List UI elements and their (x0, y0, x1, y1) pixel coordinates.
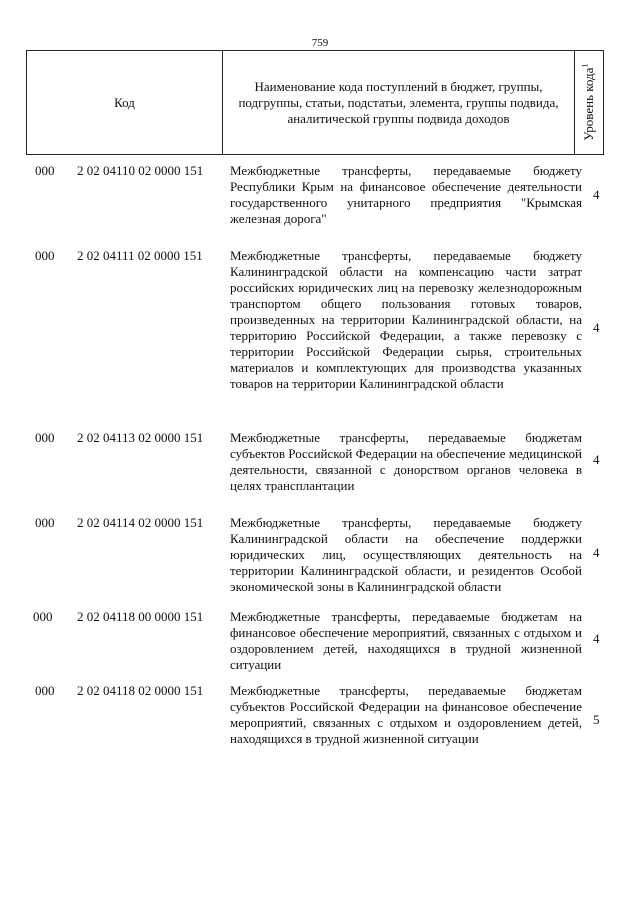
header-level-label: Уровень кода (581, 67, 597, 142)
row-type: 000 (35, 163, 55, 178)
header-code-label: Код (114, 94, 135, 110)
row-level: 4 (593, 187, 600, 202)
row-name: Межбюджетные трансферты, передаваемые бюджету Калининградской области на обеспечение поддержки юридических лиц, осуществляющих деятельность на территории Калининградской области, и резидентов Особой экономической зоны в Калининградской области (230, 515, 582, 594)
row-type: 000 (35, 248, 55, 263)
row-code: 2 02 04118 02 0000 151 (77, 683, 204, 698)
row-level: 4 (593, 631, 600, 646)
table-header (26, 50, 604, 155)
header-name (223, 51, 575, 154)
row-level: 4 (593, 452, 600, 467)
row-code: 2 02 04113 02 0000 151 (77, 430, 204, 445)
row-name: Межбюджетные трансферты, передаваемые бюджетам субъектов Российской Федерации на финансовое обеспечение мероприятий, связанных с отдыхом и оздоровлением детей, находящихся в трудной жизненной ситуации (230, 683, 582, 746)
row-type: 000 (35, 430, 55, 445)
row-type: 000 (35, 515, 55, 530)
header-code (27, 51, 223, 154)
row-code: 2 02 04111 02 0000 151 (77, 248, 203, 263)
row-name: Межбюджетные трансферты, передаваемые бюджетам субъектов Российской Федерации на обеспечение медицинской деятельности, связанной с донорством органов человека в целях трансплантации (230, 430, 582, 493)
row-name: Межбюджетные трансферты, передаваемые бюджету Республики Крым на финансовое обеспечение деятельности государственного унитарного предприятия "Крымская железная дорога" (230, 163, 582, 226)
row-level: 4 (593, 320, 600, 335)
row-level: 5 (593, 712, 600, 727)
row-code: 2 02 04118 00 0000 151 (77, 609, 204, 624)
header-level (575, 51, 603, 154)
row-code: 2 02 04110 02 0000 151 (77, 163, 204, 178)
header-name-label: Наименование кода поступлений в бюджет, группы, подгруппы, статьи, подстатьи, элемента, группы подвида, аналитической группы подвида доходов (238, 78, 559, 126)
row-name: Межбюджетные трансферты, передаваемые бюджету Калининградской области на компенсацию части затрат российских юридических лиц на перевозку железнодорожным транспортом общего пользования готовых товаров, произведенных на территории Калининградской области, на территорию Российской Федерации, а также перевозку с территории Российской Федерации сырья, строительных материалов и комплектующих для производства указанных товаров на территории Калининградской области (230, 248, 582, 391)
row-type: 000 (33, 609, 53, 624)
row-level: 4 (593, 545, 600, 560)
header-level-text (581, 64, 597, 141)
row-type: 000 (35, 683, 55, 698)
row-code: 2 02 04114 02 0000 151 (77, 515, 204, 530)
page-number: 759 (311, 37, 329, 49)
row-name: Межбюджетные трансферты, передаваемые бюджетам на финансовое обеспечение мероприятий, связанных с отдыхом и оздоровлением детей, находящихся в трудной жизненной ситуации (230, 609, 582, 672)
header-level-footnote: 1 (580, 63, 590, 68)
